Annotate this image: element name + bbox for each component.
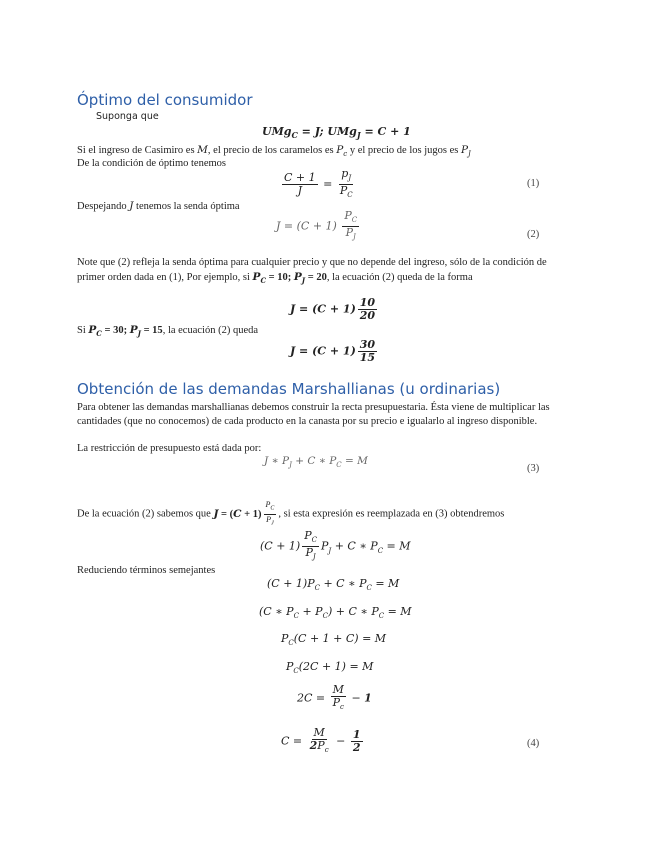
eq-r3: $P_C(C + 1 + C) = M$	[281, 632, 387, 648]
eq-3: J ∗ $P_J + C$ ∗ $P_C = M$	[264, 455, 368, 470]
eq-2a: J = (C + 1) $\frac{10}{20}$	[290, 296, 376, 322]
eq-2: J = (C + 1) $\frac{P_C}{P_J}$	[276, 209, 358, 242]
eq-substitution: (C + 1) $\frac{P_C}{P_J}$ $P_J + C$ ∗ $P_C = M$	[260, 529, 411, 562]
eq-4: C = $\frac{M}{2P_c}$ − $\frac{1}{2}$	[281, 726, 361, 755]
eq-3-number: (3)	[527, 463, 540, 474]
paragraph-ingreso: Si el ingreso de Casimiro es M, el precio de los caramelos es $P_c$ y el precio de los jugos es $P_J$	[77, 144, 471, 159]
paragraph-obtener: Para obtener las demandas marshallianas debemos construir la recta presupuestaria. Ésta viene de multiplicar las cantidades (que no conocemos) de cada producto en la canasta por su precio e igualarlo al ingreso disponible.	[77, 402, 550, 427]
eq-4-number: (4)	[527, 738, 540, 749]
section-heading-optimo: Óptimo del consumidor	[77, 91, 253, 109]
paragraph-restriccion: La restricción de presupuesto está dada por:	[77, 443, 262, 454]
section-heading-marshallianas: Obtención de las demandas Marshallianas (u ordinarias)	[77, 380, 501, 398]
intro-text: Suponga que	[96, 111, 159, 122]
eq-2b: J = (C + 1) $\frac{30}{15}$	[290, 338, 376, 364]
paragraph-despejando: Despejando J tenemos la senda óptima	[77, 200, 240, 212]
eq-1-number: (1)	[527, 178, 540, 189]
eq-r1: $(C + 1)P_C + C$ ∗ $P_C = M$	[267, 577, 400, 593]
paragraph-reduciendo: Reduciendo términos semejantes	[77, 565, 216, 576]
eq-r5: 2C = $\frac{M}{P_c}$ − 1	[297, 683, 372, 712]
eq-r4: $P_C(2C + 1) = M$	[286, 660, 374, 676]
eq-umg: UMg$_C$ = J; UMg$_J$ = C + 1	[262, 125, 411, 141]
paragraph-si: Si $P_C = 30$; $P_J = 15$, la ecuación (2) queda	[77, 324, 259, 339]
paragraph-condicion: De la condición de óptimo tenemos	[77, 158, 227, 169]
eq-2-number: (2)	[527, 229, 540, 240]
eq-r2: (C ∗ $P_C + P_C) + C$ ∗ $P_C = M$	[259, 605, 412, 621]
eq-1: $\frac{C + 1}{J}$ = $\frac{p_J}{P_C}$	[284, 167, 353, 200]
paragraph-note: Note que (2) refleja la senda óptima para cualquier precio y que no depende del ingreso, sólo de la condición de primer orden dada en (1), Por ejemplo, si $P_C = 10$; $P_J = 20$, la ecuación (2) queda de la forma	[77, 257, 547, 286]
paragraph-ecuacion2: De la ecuación (2) sabemos que J = (C + 1) $\frac{P_C}{P_J}$ , si esta expresión es reemplazada en (3) obtendremos	[77, 500, 505, 527]
